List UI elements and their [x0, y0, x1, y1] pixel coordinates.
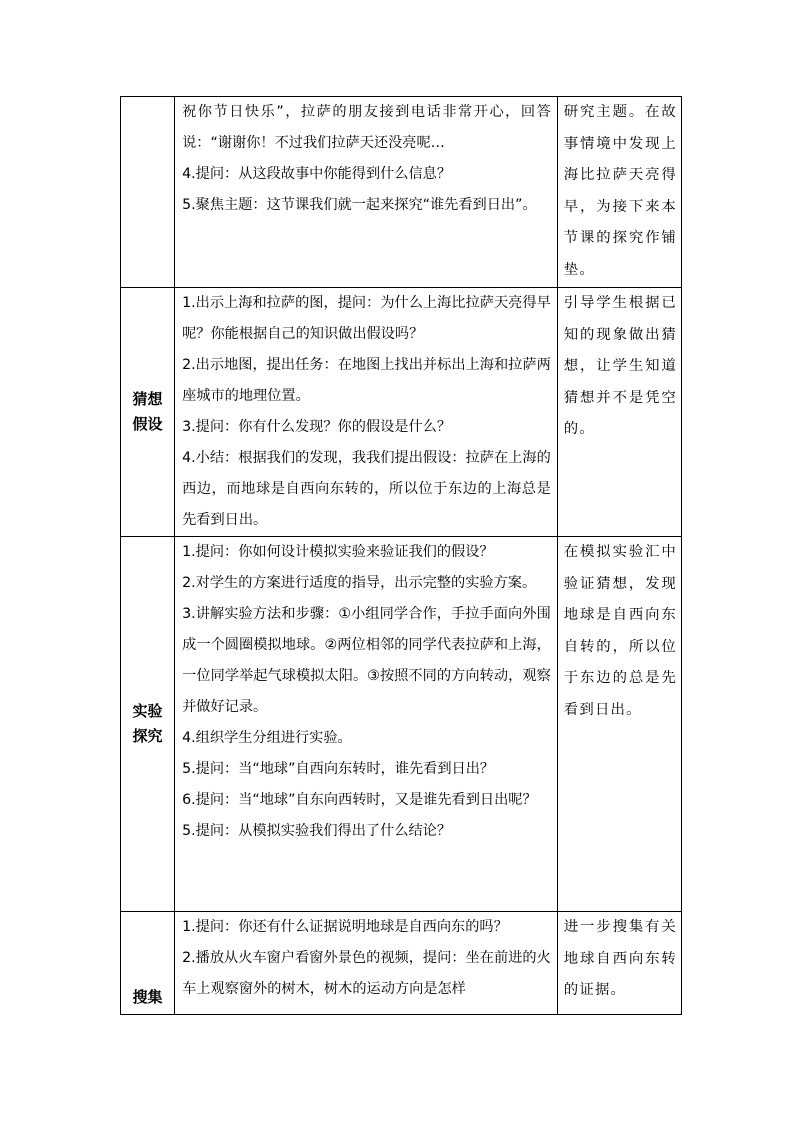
table-row [121, 288, 682, 537]
process-step: 4.组织学生分组进行实验。 [182, 730, 352, 746]
intent-text: 研究主题。在故事情境中发现上海比拉萨天亮得早，为接下来本节课的探究作铺垫。 [563, 104, 677, 278]
process-cell [175, 912, 558, 1015]
process-step: 2.对学生的方案进行适度的指导，出示完整的实验方案。 [182, 575, 537, 591]
process-step: 3.提问：你有什么发现？你的假设是什么？ [182, 419, 452, 435]
intent-text: 进一步搜集有关地球自西向东转的证据。 [563, 919, 677, 998]
process-cell [175, 97, 558, 288]
intent-text: 在模拟实验汇中验证猜想，发现地球是自西向东自转的，所以位于东边的总是先看到日出。 [563, 544, 677, 718]
intent-text: 引导学生根据已知的现象做出猜想，让学生知道猜想并不是凭空的。 [563, 295, 677, 437]
process-step: 1.提问：你如何设计模拟实验来验证我们的假设？ [182, 544, 494, 560]
stage-cell [121, 97, 175, 288]
intent-cell [557, 97, 681, 288]
table-row [121, 912, 682, 1015]
stage-label: 实验探究 [132, 702, 163, 745]
process-step: 3.讲解实验方法和步骤：①小组同学合作，手拉手面向外围成一个圆圈模拟地球。②两位相邻的同学代表拉萨和上海，一位同学举起气球模拟太阳。③按照不同的方向转动，观察并做好记录。 [182, 606, 551, 715]
table-row [121, 537, 682, 912]
process-step: 5.提问：从模拟实验我们得出了什么结论？ [182, 823, 452, 839]
process-step: 4.小结：根据我们的发现，我我们提出假设：拉萨在上海的西边，而地球是自西向东转的，所以位于东边的上海总是先看到日出。 [182, 450, 551, 528]
process-step: 5.聚焦主题：这节课我们就一起来探究“谁先看到日出”。 [182, 197, 537, 213]
intent-cell [557, 537, 681, 912]
process-step: 4.提问：从这段故事中你能得到什么信息？ [182, 166, 452, 182]
process-step: 5.提问：当“地球”自西向东转时，谁先看到日出？ [182, 761, 495, 777]
process-cell [175, 288, 558, 537]
stage-cell [121, 912, 175, 1015]
intent-cell [557, 288, 681, 537]
lesson-plan-table [120, 96, 682, 1015]
stage-cell [121, 288, 175, 537]
intent-cell [557, 912, 681, 1015]
table-row [121, 97, 682, 288]
process-step: 1.提问：你还有什么证据说明地球是自西向东的吗？ [182, 919, 508, 935]
stage-cell [121, 537, 175, 912]
process-step: 祝你节日快乐”，拉萨的朋友接到电话非常开心，回答说：“谢谢你！不过我们拉萨天还没亮呢… [182, 104, 551, 151]
process-step: 2.播放从火车窗户看窗外景色的视频，提问：坐在前进的火车上观察窗外的树木，树木的运动方向是怎样 [182, 950, 551, 997]
process-step: 2.出示地图，提出任务：在地图上找出并标出上海和拉萨两座城市的地理位置。 [182, 357, 551, 404]
process-cell [175, 537, 558, 912]
process-step: 1.出示上海和拉萨的图，提问：为什么上海比拉萨天亮得早呢？你能根据自己的知识做出假设吗？ [182, 295, 551, 342]
process-step: 6.提问：当“地球”自东向西转时，又是谁先看到日出呢？ [182, 792, 537, 808]
stage-label: 猜想假设 [132, 390, 163, 433]
stage-label: 搜集 [132, 988, 163, 1006]
